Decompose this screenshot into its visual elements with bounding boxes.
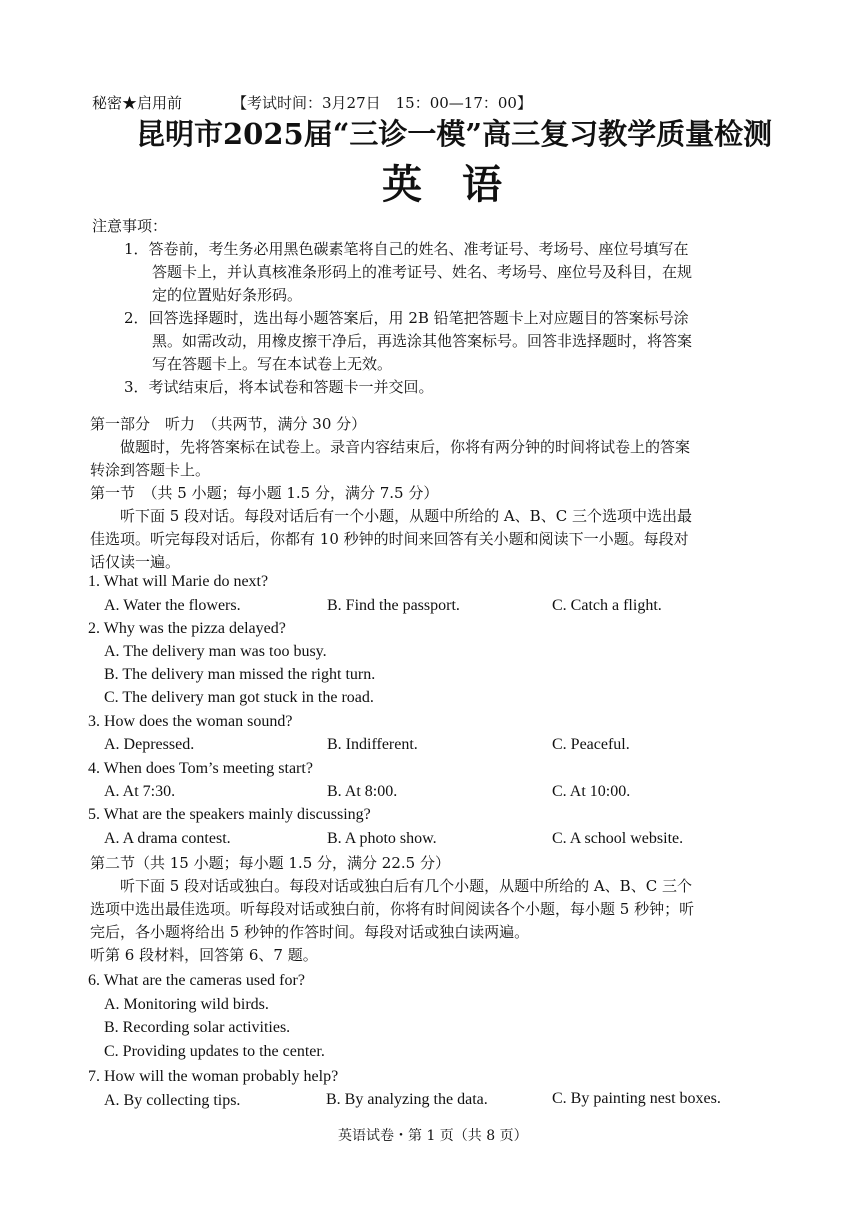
question-5-option-c: C. A school website. (552, 830, 684, 847)
page-footer: 英语试卷・第 1 页（共 8 页） (338, 1128, 528, 1144)
section1-heading: 第一节 （共 5 小题；每小题 1.5 分，满分 7.5 分） (90, 484, 439, 502)
question-1-option-c: C. Catch a flight. (552, 597, 662, 614)
exam-time: 【考试时间：3月27日 15：00—17：00】 (232, 94, 532, 112)
question-5: 5. What are the speakers mainly discussing? (88, 806, 371, 823)
question-2-option-b: B. The delivery man missed the right turn. (104, 666, 376, 683)
notice-heading: 注意事项： (92, 217, 168, 235)
section2-intro-line-1: 听下面 5 段对话或独白。每段对话或独白后有几个小题，从题中所给的 A、B、C 三个 (120, 877, 692, 895)
question-2-option-a: A. The delivery man was too busy. (104, 643, 327, 660)
subject-title: 英 语 (382, 161, 502, 208)
passage-note: 听第 6 段材料，回答第 6、7 题。 (90, 946, 318, 964)
part1-intro-line-1: 做题时，先将答案标在试卷上。录音内容结束后，你将有两分钟的时间将试卷上的答案 (120, 438, 691, 456)
question-5-option-b: B. A photo show. (327, 830, 437, 847)
section1-intro-line-3: 话仅读一遍。 (90, 553, 181, 571)
question-2-option-c: C. The delivery man got stuck in the road. (104, 689, 374, 706)
question-4: 4. When does Tom’s meeting start? (88, 760, 313, 777)
question-4-option-c: C. At 10:00. (552, 783, 631, 800)
question-3-option-a: A. Depressed. (104, 736, 195, 753)
section2-heading: 第二节（共 15 小题；每小题 1.5 分，满分 22.5 分） (90, 854, 450, 872)
confidential-mark: 秘密★启用前 (92, 94, 183, 112)
question-4-option-b: B. At 8:00. (327, 783, 398, 800)
question-3-option-c: C. Peaceful. (552, 736, 630, 753)
part1-intro-line-2: 转涂到答题卡上。 (90, 461, 211, 479)
question-7-option-b: B. By analyzing the data. (326, 1091, 488, 1108)
notice-item-2-line-1: 2．回答选择题时，选出每小题答案后，用 2B 铅笔把答题卡上对应题目的答案标号涂 (124, 309, 689, 327)
question-3: 3. How does the woman sound? (88, 713, 293, 730)
exam-title: 昆明市2025届“三诊一模”高三复习教学质量检测 (136, 117, 773, 151)
question-7-option-c: C. By painting nest boxes. (552, 1090, 721, 1107)
notice-item-2-line-3: 写在答题卡上。写在本试卷上无效。 (152, 355, 393, 373)
question-2: 2. Why was the pizza delayed? (88, 620, 286, 637)
notice-item-2-line-2: 黑。如需改动，用橡皮擦干净后，再选涂其他答案标号。回答非选择题时，将答案 (152, 332, 693, 350)
question-6-option-a: A. Monitoring wild birds. (104, 996, 269, 1013)
notice-item-1-line-2: 答题卡上，并认真核准条形码上的准考证号、姓名、考场号、座位号及科目，在规 (152, 263, 693, 281)
question-1-option-a: A. Water the flowers. (104, 597, 241, 614)
question-1-option-b: B. Find the passport. (327, 597, 460, 614)
question-5-option-a: A. A drama contest. (104, 830, 231, 847)
notice-item-1-line-1: 1．答卷前，考生务必用黑色碳素笔将自己的姓名、准考证号、考场号、座位号填写在 (124, 240, 689, 258)
part1-heading: 第一部分 听力 （共两节，满分 30 分） (90, 415, 367, 433)
section2-intro-line-3: 完后，各小题将给出 5 秒钟的作答时间。每段对话或独白读两遍。 (90, 923, 530, 941)
question-4-option-a: A. At 7:30. (104, 783, 176, 800)
question-6-option-c: C. Providing updates to the center. (104, 1043, 325, 1060)
question-3-option-b: B. Indifferent. (327, 736, 418, 753)
notice-item-3: 3．考试结束后，将本试卷和答题卡一并交回。 (124, 378, 434, 396)
question-6-option-b: B. Recording solar activities. (104, 1019, 291, 1036)
notice-item-1-line-3: 定的位置贴好条形码。 (152, 286, 303, 304)
section2-intro-line-2: 选项中选出最佳选项。听每段对话或独白前，你将有时间阅读各个小题，每小题 5 秒钟；听 (90, 900, 695, 918)
section1-intro-line-2: 佳选项。听完每段对话后，你都有 10 秒钟的时间来回答有关小题和阅读下一小题。每段对 (90, 530, 689, 548)
question-1: 1. What will Marie do next? (88, 573, 269, 590)
question-7: 7. How will the woman probably help? (88, 1068, 339, 1085)
section1-intro-line-1: 听下面 5 段对话。每段对话后有一个小题，从题中所给的 A、B、C 三个选项中选出最 (120, 507, 692, 525)
question-6: 6. What are the cameras used for? (88, 972, 305, 989)
question-7-option-a: A. By collecting tips. (104, 1092, 241, 1109)
